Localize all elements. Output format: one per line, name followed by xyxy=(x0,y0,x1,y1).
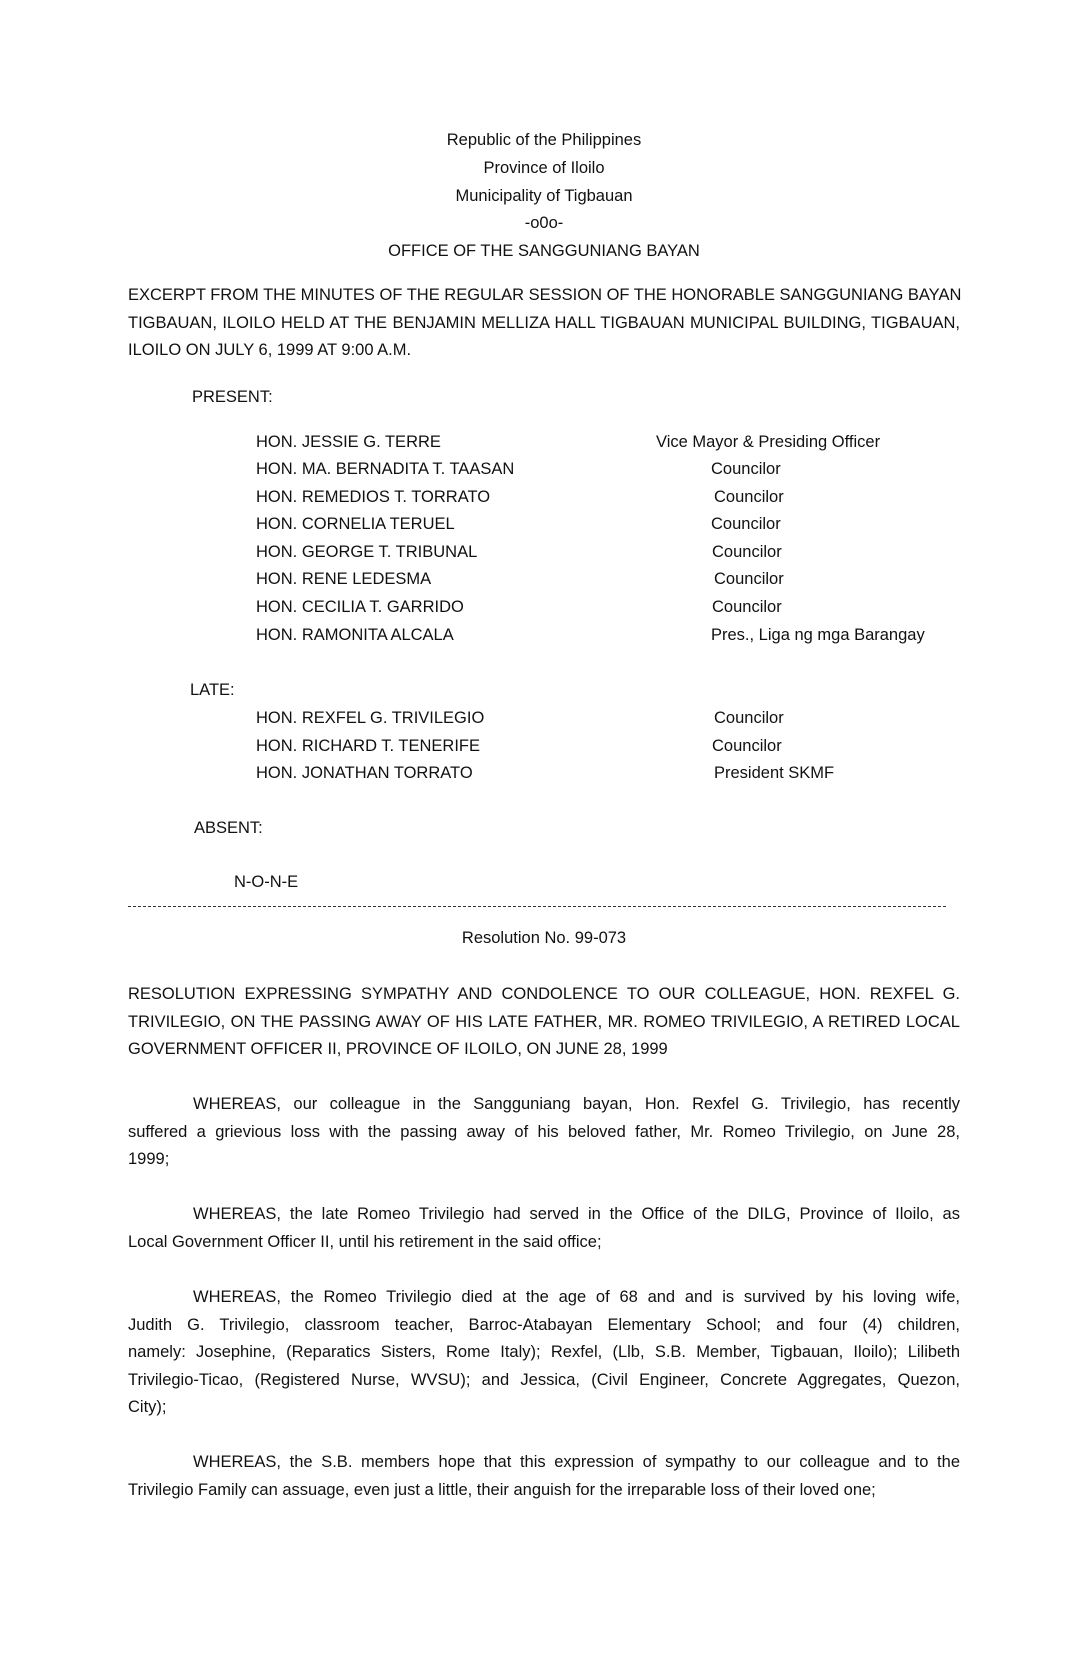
resolution-title-line: RESOLUTION EXPRESSING SYMPATHY AND CONDOLENCE TO OUR COLLEAGUE, HON. REXFEL G. xyxy=(128,985,960,1003)
header-republic: Republic of the Philippines xyxy=(446,131,642,149)
office-title: OFFICE OF THE SANGGUNIANG BAYAN xyxy=(388,242,700,260)
attendee-position: Councilor xyxy=(714,488,784,506)
whereas-clause xyxy=(128,1284,960,1422)
attendee-position: Councilor xyxy=(714,570,784,588)
whereas-line: Trivilegio-Ticao, (Registered Nurse, WVSU); and Jessica, (Civil Engineer, Concrete Aggregates, Quezon, xyxy=(128,1370,960,1389)
attendee-name: HON. JONATHAN TORRATO xyxy=(256,764,473,782)
attendee-position: Councilor xyxy=(712,543,782,561)
attendee-position: Councilor xyxy=(711,460,781,478)
whereas-line: City); xyxy=(128,1398,167,1416)
attendee-name: HON. GEORGE T. TRIBUNAL xyxy=(256,543,478,561)
attendee-name: HON. REMEDIOS T. TORRATO xyxy=(256,488,491,506)
whereas-clause xyxy=(128,1201,960,1256)
whereas-clause xyxy=(128,1091,960,1174)
resolution-title xyxy=(128,981,960,1064)
header-province: Province of Iloilo xyxy=(483,159,605,177)
attendee-name: HON. RICHARD T. TENERIFE xyxy=(256,737,480,755)
resolution-number: Resolution No. 99-073 xyxy=(461,929,627,947)
whereas-clause xyxy=(128,1449,960,1504)
resolution-title-line: GOVERNMENT OFFICER II, PROVINCE OF ILOILO, ON JUNE 28, 1999 xyxy=(128,1040,668,1058)
whereas-line: WHEREAS, the late Romeo Trivilegio had served in the Office of the DILG, Province of Iloilo, as xyxy=(193,1205,960,1223)
resolution-title-line: TRIVILEGIO, ON THE PASSING AWAY OF HIS LATE FATHER, MR. ROMEO TRIVILEGIO, A RETIRED LOCAL xyxy=(128,1012,960,1031)
attendee-name: HON. CECILIA T. GARRIDO xyxy=(256,598,464,616)
attendee-position: Councilor xyxy=(711,515,781,533)
whereas-line: suffered a grievious loss with the passing away of his beloved father, Mr. Romeo Trivilegio, on June 28, xyxy=(128,1122,960,1141)
whereas-line: Local Government Officer II, until his retirement in the said office; xyxy=(128,1232,602,1251)
attendee-name: HON. MA. BERNADITA T. TAASAN xyxy=(256,460,515,478)
attendee-name: HON. RAMONITA ALCALA xyxy=(256,626,454,644)
attendee-name: HON. CORNELIA TERUEL xyxy=(256,515,455,533)
excerpt-line: ILOILO ON JULY 6, 1999 AT 9:00 A.M. xyxy=(128,341,412,359)
whereas-line: 1999; xyxy=(128,1150,170,1168)
header-municipality: Municipality of Tigbauan xyxy=(455,187,633,205)
absent-label: ABSENT: xyxy=(194,819,263,837)
attendee-name: HON. JESSIE G. TERRE xyxy=(256,433,441,451)
attendee-position: President SKMF xyxy=(714,764,835,782)
excerpt-line: EXCERPT FROM THE MINUTES OF THE REGULAR SESSION OF THE HONORABLE SANGGUNIANG BAYAN xyxy=(128,286,962,304)
attendee-position: Councilor xyxy=(714,709,784,727)
attendee-position: Councilor xyxy=(712,737,782,755)
present-label: PRESENT: xyxy=(192,388,273,406)
dashed-divider xyxy=(128,906,946,907)
whereas-line: WHEREAS, the Romeo Trivilegio died at the age of 68 and and is survived by his loving wife, xyxy=(193,1288,960,1306)
excerpt-paragraph xyxy=(128,282,960,365)
whereas-line: WHEREAS, the S.B. members hope that this expression of sympathy to our colleague and to the xyxy=(193,1453,960,1471)
whereas-line: namely: Josephine, (Reparatics Sisters, Rome Italy); Rexfel, (Llb, S.B. Member, Tigbauan, Iloilo); Lilibeth xyxy=(128,1343,960,1361)
attendee-name: HON. REXFEL G. TRIVILEGIO xyxy=(256,709,485,727)
attendee-name: HON. RENE LEDESMA xyxy=(256,570,432,588)
whereas-line: Trivilegio Family can assuage, even just a little, their anguish for the irreparable loss of their loved one; xyxy=(128,1480,876,1499)
whereas-line: Judith G. Trivilegio, classroom teacher, Barroc-Atabayan Elementary School; and four (4) children, xyxy=(128,1315,960,1334)
attendee-position: Pres., Liga ng mga Barangay xyxy=(711,626,925,644)
absent-value: N-O-N-E xyxy=(234,873,299,891)
attendee-position: Councilor xyxy=(712,598,782,616)
late-label: LATE: xyxy=(190,681,235,699)
header-separator: -o0o- xyxy=(524,214,564,232)
attendee-position: Vice Mayor & Presiding Officer xyxy=(656,433,881,451)
excerpt-line: TIGBAUAN, ILOILO HELD AT THE BENJAMIN MELLIZA HALL TIGBAUAN MUNICIPAL BUILDING, TIGBAUAN, xyxy=(128,313,960,332)
whereas-line: WHEREAS, our colleague in the Sangguniang bayan, Hon. Rexfel G. Trivilegio, has recently xyxy=(193,1095,960,1113)
